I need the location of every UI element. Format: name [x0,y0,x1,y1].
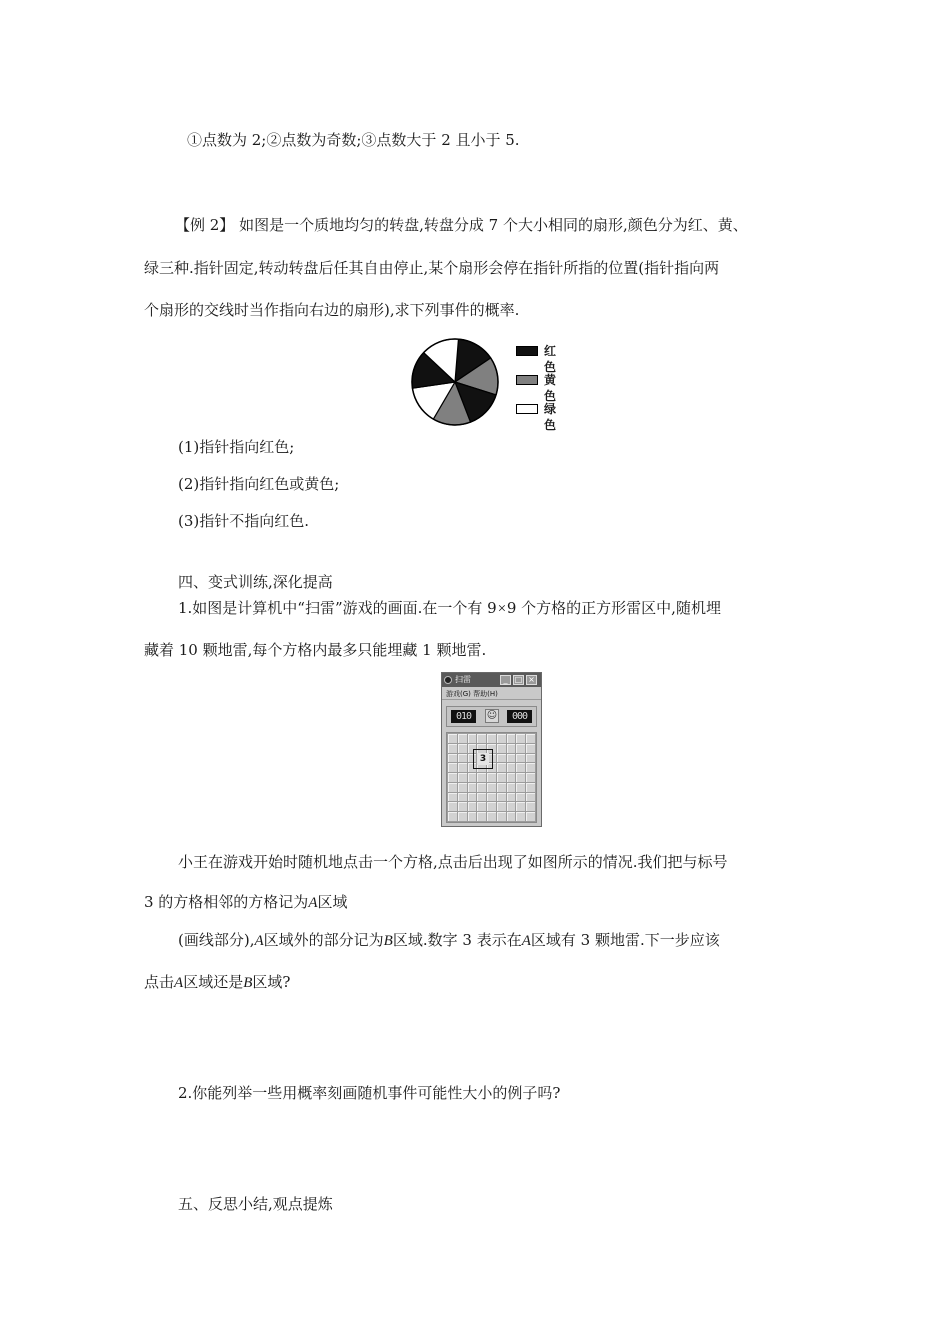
mine-cell[interactable] [507,793,516,802]
example2-tag: 【例 2】 [175,216,235,234]
minesweeper-window [441,672,542,827]
mine-cell[interactable] [507,802,516,811]
question-2-text: 2.你能列举一些用概率刻画随机事件可能性大小的例子吗? [178,1084,561,1102]
section4-heading: 四、变式训练,深化提高 [178,573,333,591]
mine-cell[interactable] [497,773,506,782]
mine-cell[interactable] [516,744,525,753]
mine-cell[interactable] [526,812,535,821]
para-line3-b: 区域外的部分记为 [263,931,384,949]
mine-cell[interactable] [487,812,496,821]
mine-cell[interactable] [497,754,506,763]
q1-text-a: 1.如图是计算机中“扫雷”游戏的画面.在一个有 9 [178,599,497,617]
mine-cell[interactable] [468,773,477,782]
mine-cell[interactable] [458,812,467,821]
section4-q1-line1 [178,598,721,619]
mine-cell[interactable] [468,734,477,743]
mine-cell[interactable] [497,734,506,743]
mine-cell[interactable] [458,783,467,792]
mine-cell[interactable] [477,812,486,821]
mine-counter: 010 [451,710,476,723]
legend-swatch-green [516,404,538,414]
mine-cell[interactable] [448,783,457,792]
mine-cell[interactable] [507,783,516,792]
para-line2-a: 3 的方格相邻的方格记为 [144,893,309,911]
mine-cell[interactable] [487,773,496,782]
minesweeper-titlebar [442,673,541,687]
example2-line2: 绿三种.指针固定,转动转盘后任其自由停止,某个扇形会停在指针所指的位置(指针指向两 [144,259,720,277]
mine-cell[interactable] [468,802,477,811]
mine-cell[interactable] [516,763,525,772]
mine-cell[interactable] [516,773,525,782]
mine-cell[interactable] [526,793,535,802]
legend-swatch-yellow [516,375,538,385]
minesweeper-status-panel [446,706,537,727]
mine-cell[interactable] [526,802,535,811]
mine-cell[interactable] [497,802,506,811]
var-b: B [243,975,253,991]
mine-cell[interactable] [526,763,535,772]
q1-text-b: 9 个方格的正方形雷区中,随机埋 [506,599,721,617]
spinner-pie-chart [408,330,583,434]
mine-cell[interactable] [497,763,506,772]
para-line3-a: (画线部分), [178,931,255,949]
minesweeper-title: 扫雷 [455,675,471,684]
para-line4 [144,972,290,993]
mine-cell[interactable] [526,744,535,753]
para-line3 [178,930,720,951]
para-line4-a: 点击 [144,973,175,991]
var-b: B [383,933,393,949]
mine-cell[interactable] [477,802,486,811]
mine-cell[interactable] [448,734,457,743]
mine-cell[interactable] [526,783,535,792]
para-line4-b: 区域还是 [183,973,244,991]
mine-cell[interactable] [497,812,506,821]
mine-cell[interactable] [448,812,457,821]
mine-cell[interactable] [507,763,516,772]
smiley-face-button[interactable]: ☺ [486,710,498,721]
maximize-icon[interactable]: □ [514,675,523,684]
pie-svg [408,330,508,434]
mine-cell[interactable] [526,754,535,763]
mine-cell[interactable] [448,773,457,782]
times-sign: × [496,601,507,617]
mine-cell[interactable] [468,793,477,802]
mine-cell[interactable] [516,812,525,821]
mine-cell[interactable] [507,734,516,743]
section5-heading: 五、反思小结,观点提炼 [178,1195,333,1213]
mine-cell[interactable] [468,783,477,792]
mine-cell[interactable] [458,734,467,743]
close-icon[interactable]: × [526,675,537,685]
question-3: (3)指针不指向红色. [178,512,310,530]
mine-cell[interactable] [526,734,535,743]
minefield-grid [446,732,537,823]
mine-cell[interactable] [526,773,535,782]
mine-cell[interactable] [448,754,457,763]
mine-cell[interactable] [448,744,457,753]
mine-cell[interactable] [497,783,506,792]
mine-cell[interactable] [458,773,467,782]
mine-cell[interactable] [516,783,525,792]
example2-line1 [175,215,748,235]
mine-cell[interactable] [458,754,467,763]
question-1: (1)指针指向红色; [178,438,295,456]
legend-label-yellow: 黄色 [544,373,557,403]
mine-cell[interactable] [507,812,516,821]
mine-cell[interactable] [448,793,457,802]
para-line1: 小王在游戏开始时随机地点击一个方格,点击后出现了如图所示的情况.我们把与标号 [178,853,728,871]
var-a: A [308,895,318,911]
legend-label-red: 红色 [544,344,557,374]
para-line2 [144,892,348,913]
example2-line3: 个扇形的交线时当作指向右边的扇形),求下列事件的概率. [144,301,520,319]
para-line3-d: 区域有 3 颗地雷.下一步应该 [530,931,720,949]
mine-cell[interactable] [458,744,467,753]
mine-cell[interactable] [516,793,525,802]
mine-cell[interactable] [516,734,525,743]
para-line3-c: 区域.数字 3 表示在 [392,931,522,949]
mine-cell[interactable] [448,802,457,811]
mine-cell[interactable] [516,802,525,811]
legend-swatch-red [516,346,538,356]
timer-display: 000 [507,710,532,723]
mine-cell[interactable] [497,744,506,753]
mine-cell[interactable] [477,773,486,782]
para-line2-b: 区域 [317,893,348,911]
mine-cell[interactable] [487,793,496,802]
mine-cell[interactable] [468,812,477,821]
minesweeper-menubar[interactable]: 游戏(G) 帮助(H) [442,688,541,700]
example2-text1: 如图是一个质地均匀的转盘,转盘分成 7 个大小相同的扇形,颜色分为红、黄、 [239,216,748,234]
revealed-number-cell: 3 [477,753,489,765]
var-a: A [254,933,264,949]
mine-cell[interactable] [487,734,496,743]
mine-cell[interactable] [477,734,486,743]
mine-cell[interactable] [497,793,506,802]
mine-cell[interactable] [487,783,496,792]
mine-cell[interactable] [458,763,467,772]
question-2: (2)指针指向红色或黄色; [178,475,340,493]
intro-line: ①点数为 2;②点数为奇数;③点数大于 2 且小于 5. [187,131,520,149]
mine-cell[interactable] [507,754,516,763]
legend-label-green: 绿色 [544,402,557,432]
minimize-icon[interactable]: _ [500,675,511,685]
mine-cell[interactable] [507,773,516,782]
mine-cell[interactable] [458,793,467,802]
mine-cell[interactable] [477,793,486,802]
mine-cell[interactable] [477,783,486,792]
mine-app-icon [444,676,452,684]
section4-q1-line2: 藏着 10 颗地雷,每个方格内最多只能埋藏 1 颗地雷. [144,641,487,659]
var-a: A [174,975,184,991]
var-a: A [521,933,531,949]
mine-cell[interactable] [507,744,516,753]
mine-cell[interactable] [458,802,467,811]
mine-cell[interactable] [448,763,457,772]
mine-cell[interactable] [516,754,525,763]
mine-cell[interactable] [487,802,496,811]
para-line4-c: 区域? [252,973,291,991]
